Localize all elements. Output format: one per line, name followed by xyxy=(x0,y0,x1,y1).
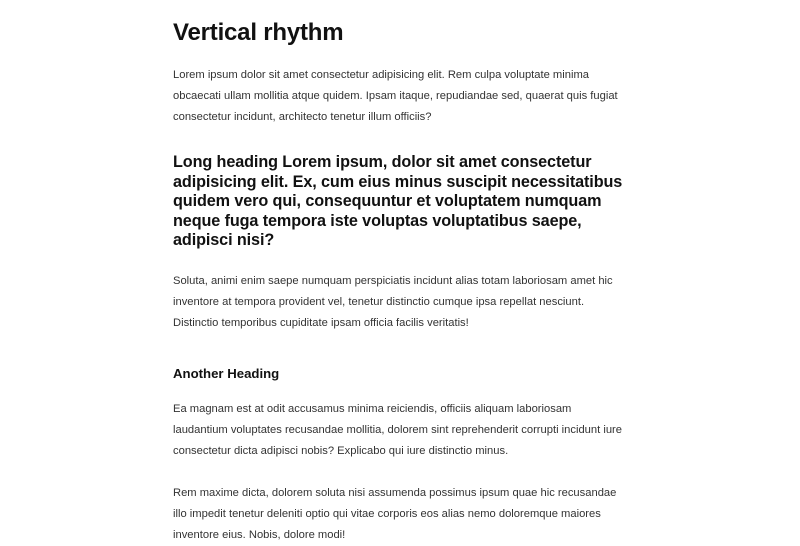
spacer-paragraph-to-sub-heading xyxy=(173,334,629,365)
spacer-long-heading-to-paragraph xyxy=(173,251,629,271)
long-heading: Long heading Lorem ipsum, dolor sit amet consectetur adipisicing elit. Ex, cum eius minus suscipit necessitatibus quidem vero qui, consequuntur et voluptatem numquam neque fuga tempora iste voluptas voluptatibus saepe, adipisci nisi? xyxy=(173,153,623,249)
sub-heading: Another Heading xyxy=(173,365,280,381)
spacer-title-to-paragraph xyxy=(173,48,629,65)
spacer-sub-heading-to-paragraph xyxy=(173,382,629,399)
article-content xyxy=(173,0,629,546)
spacer-paragraph-to-long-heading xyxy=(173,128,629,153)
paragraph-after-sub-heading: Ea magnam est at odit accusamus minima reiciendis, officiis aliquam laboriosam laudantium voluptates recusandae mollitia, dolorem sint reprehenderit corrupti incidunt iure consectetur dicta adipisci nobis? Explicabo qui iure distinctio minus. xyxy=(173,402,622,457)
paragraph-after-long-heading: Soluta, animi enim saepe numquam perspiciatis incidunt alias totam laboriosam amet hic inventore at tempora provident vel, tenetur distinctio cumque ipsa repellat nesciunt. Distinctio temporibus cupiditate ipsam officia facilis veritatis! xyxy=(173,274,613,329)
page-title: Vertical rhythm xyxy=(173,19,344,46)
final-paragraph: Rem maxime dicta, dolorem soluta nisi assumenda possimus ipsum quae hic recusandae illo impedit tenetur deleniti optio qui vitae corporis eos alias nemo doloremque maiores inventore eius. Nobis, dolore modi! xyxy=(173,486,617,541)
intro-paragraph: Lorem ipsum dolor sit amet consectetur adipisicing elit. Rem culpa voluptate minima obcaecati ullam mollitia atque quidem. Ipsam itaque, repudiandae sed, quaerat quis fugiat consectetur incidunt, architecto tenetur illum officiis? xyxy=(173,69,618,123)
